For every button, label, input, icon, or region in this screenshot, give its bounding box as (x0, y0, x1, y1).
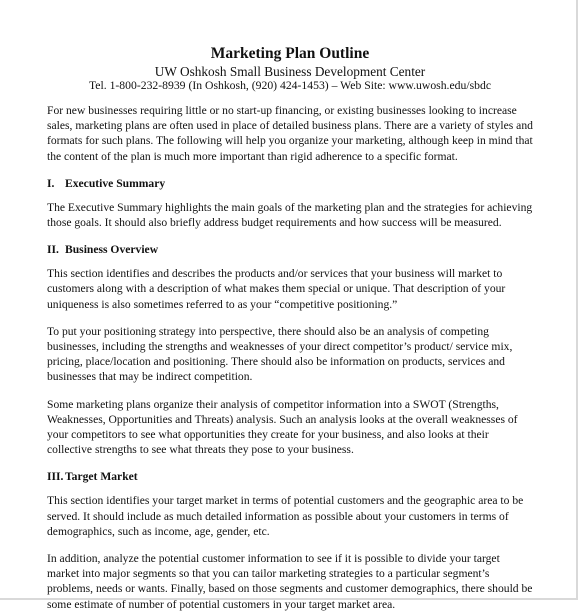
section-heading-executive-summary (47, 176, 547, 191)
section-title: Executive Summary (65, 176, 166, 190)
text-line: customers along with a description of what makes them special or unique. That description of your (47, 282, 506, 296)
section-paragraph (47, 266, 547, 312)
text-line: some estimate of number of potential customers in your target market area. (47, 597, 396, 611)
intro-paragraph (47, 103, 547, 164)
text-line: market into major segments so that you can tailor marketing strategies to a particular segment’s (47, 567, 490, 581)
text-line: Some marketing plans organize their analysis of competitor information into a SWOT (Strengths, (47, 397, 499, 411)
text-line: uniqueness is also sometimes referred to as your “competitive positioning.” (47, 297, 398, 311)
text-line: problems, needs or wants. Finally, based on those segments and customer demographics, there should be (47, 582, 533, 596)
text-line: businesses that may be indirect competition. (47, 370, 253, 384)
text-line: served. It should include as much detailed information as possible about your customers in terms of (47, 509, 509, 523)
section-title: Target Market (65, 470, 138, 484)
text-line: In addition, analyze the potential customer information to see if it is possible to divide your target (47, 552, 500, 566)
section-paragraph (47, 324, 547, 385)
section-title: Business Overview (65, 243, 159, 257)
section-paragraph (47, 493, 547, 539)
text-line: collective strengths to see what threats they pose to your business. (47, 443, 354, 457)
section-number: II. (47, 243, 59, 257)
section-paragraph (47, 397, 547, 458)
text-line: Weaknesses, Opportunities and Threats) analysis. Such an analysis looks at the overall weaknesses of (47, 412, 518, 426)
text-line: your competitors to see what opportunities they create for your business, and also looks at their (47, 428, 489, 442)
document-body (47, 103, 547, 612)
text-line: demographics, such as income, age, gender, etc. (47, 524, 270, 538)
text-line: sales, marketing plans are often used in place of detailed business plans. There are a variety of styles and (47, 119, 533, 133)
text-line: This section identifies and describes the products and/or services that your business will market to (47, 267, 503, 281)
text-line: formats for such plans. The following will help you organize your marketing, although keep in mind that (47, 134, 533, 148)
text-line: businesses, including the strengths and weaknesses of your direct competitor’s product/ service mix, (47, 340, 513, 354)
section-heading-target-market (47, 469, 547, 484)
text-line: pricing, place/location and positioning. There should also be information on products, services and (47, 355, 505, 369)
section-heading-business-overview (47, 242, 547, 257)
text-line: The Executive Summary highlights the main goals of the marketing plan and the strategies for achieving (47, 200, 533, 214)
contact-line: Tel. 1-800-232-8939 (In Oshkosh, (920) 424-1453) – Web Site: www.uwosh.edu/sbdc (88, 79, 492, 92)
section-paragraph (47, 551, 547, 612)
text-line: To put your positioning strategy into perspective, there should also be an analysis of competing (47, 324, 489, 338)
text-line: For new businesses requiring little or no start-up financing, or existing businesses looking to increase (47, 104, 517, 117)
section-number: I. (47, 176, 55, 190)
text-line: those goals. It should also briefly address budget requirements and how success will be measured. (47, 216, 502, 230)
organization-name: UW Oshkosh Small Business Development Center (154, 64, 426, 79)
text-line: This section identifies your target market in terms of potential customers and the geographic area to be (47, 494, 524, 508)
section-number: III. (47, 470, 64, 484)
text-line: the content of the plan is much more important than rigid adherence to a specific format. (47, 149, 458, 163)
document-title: Marketing Plan Outline (210, 45, 370, 62)
document-header (0, 45, 580, 93)
section-paragraph (47, 200, 547, 230)
